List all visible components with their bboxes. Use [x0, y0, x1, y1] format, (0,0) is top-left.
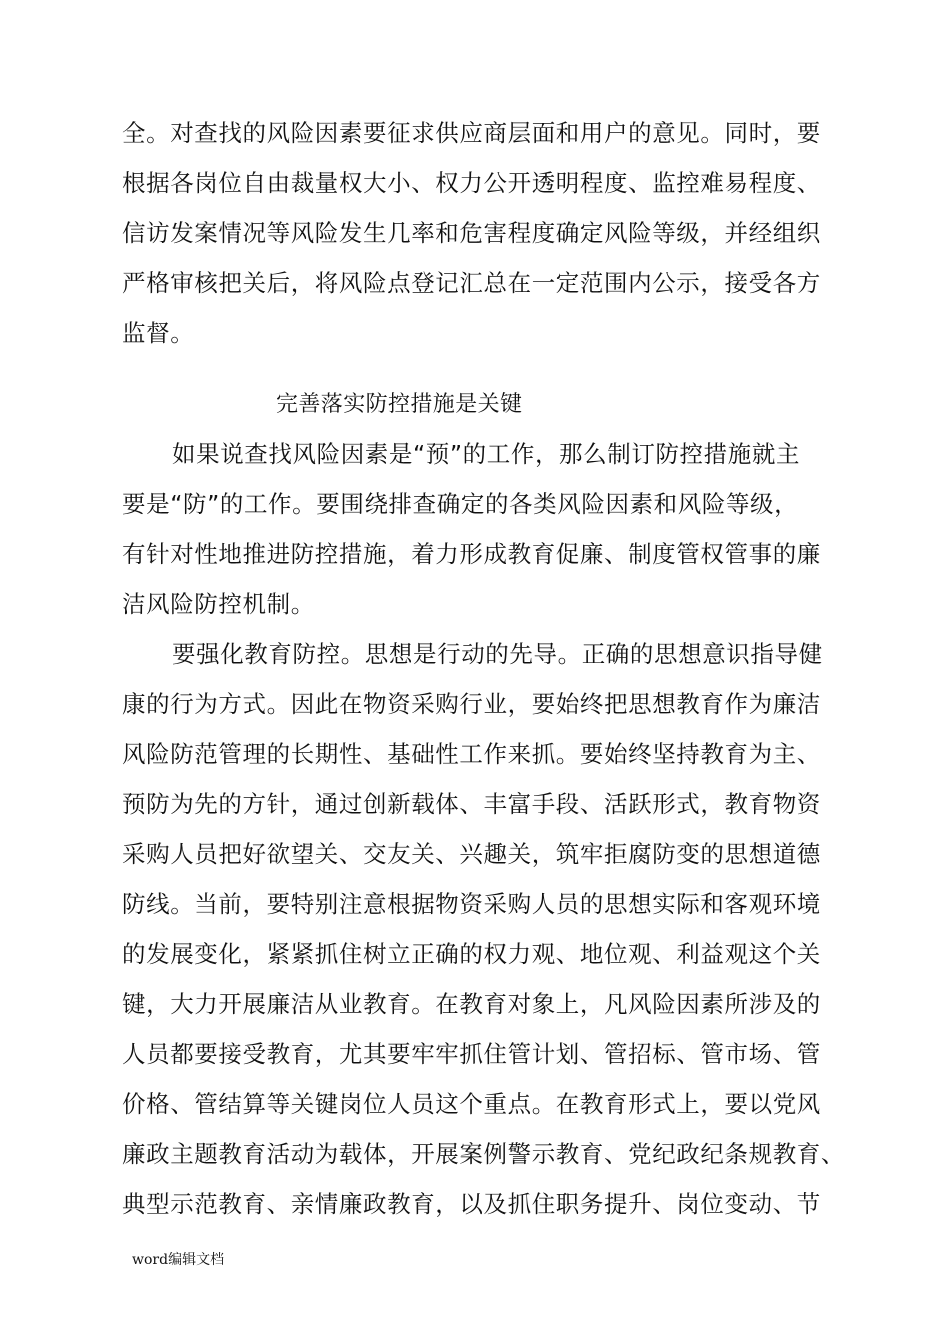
body-text-line: 有针对性地推进防控措施，着力形成教育促廉、制度管权管事的廉: [122, 540, 821, 568]
body-text-line: 防线。当前，要特别注意根据物资采购人员的思想实际和客观环境: [122, 890, 821, 918]
body-text-line: 采购人员把好欲望关、交友关、兴趣关，筑牢拒腐防变的思想道德: [122, 840, 821, 868]
body-text-line: 风险防范管理的长期性、基础性工作来抓。要始终坚持教育为主、: [122, 740, 821, 768]
body-text-line: 要强化教育防控。思想是行动的先导。正确的思想意识指导健: [172, 640, 823, 668]
page-footer: word编辑文档: [132, 1252, 225, 1268]
body-text-line: 根据各岗位自由裁量权大小、权力公开透明程度、监控难易程度、: [122, 169, 821, 197]
body-text-line: 预防为先的方针，通过创新载体、丰富手段、活跃形式，教育物资: [122, 790, 821, 818]
body-text-line: 的发展变化，紧紧抓住树立正确的权力观、地位观、利益观这个关: [122, 940, 821, 968]
body-text-line: 全。对查找的风险因素要征求供应商层面和用户的意见。同时，要: [122, 119, 821, 147]
body-text-line: 要是“防”的工作。要围绕排查确定的各类风险因素和风险等级，: [122, 490, 799, 518]
body-text-line: 廉政主题教育活动为载体，开展案例警示教育、党纪政纪条规教育、: [122, 1140, 845, 1168]
body-text-line: 人员都要接受教育，尤其要牢牢抓住管计划、管招标、管市场、管: [122, 1040, 821, 1068]
body-text-line: 严格审核把关后，将风险点登记汇总在一定范围内公示，接受各方: [122, 269, 821, 297]
body-text-line: 典型示范教育、亲情廉政教育，以及抓住职务提升、岗位变动、节: [122, 1190, 821, 1218]
body-text-line: 如果说查找风险因素是“预”的工作，那么制订防控措施就主: [172, 440, 801, 468]
body-text-line: 监督。: [122, 319, 195, 347]
body-text-line: 信访发案情况等风险发生几率和危害程度确定风险等级，并经组织: [122, 219, 821, 247]
body-text-line: 键，大力开展廉洁从业教育。在教育对象上，凡风险因素所涉及的: [122, 990, 821, 1018]
body-text-line: 康的行为方式。因此在物资采购行业，要始终把思想教育作为廉洁: [122, 690, 821, 718]
body-text-line: 价格、管结算等关键岗位人员这个重点。在教育形式上，要以党风: [122, 1090, 821, 1118]
section-heading: 完善落实防控措施是关键: [276, 392, 523, 417]
body-text-line: 洁风险防控机制。: [122, 590, 315, 618]
